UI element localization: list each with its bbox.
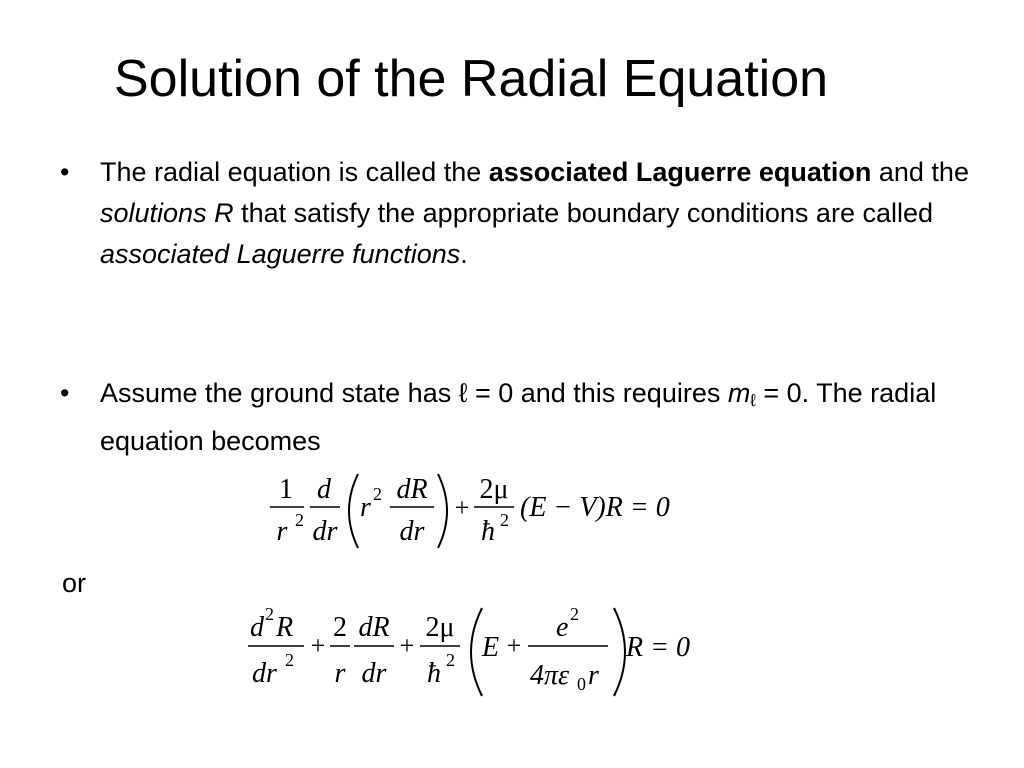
italic-term: associated Laguerre functions — [100, 239, 461, 269]
eq2-dr: dr — [361, 658, 387, 689]
or-label: or — [62, 568, 87, 598]
eq2-hbar: ħ — [427, 658, 441, 689]
eq1-r: r — [360, 492, 371, 523]
eq1-two-mu: 2μ — [479, 474, 509, 505]
text-run: that satisfy the appropriate boundary conditions are called — [233, 198, 934, 228]
eq2-plus: + — [310, 631, 326, 660]
eq1-dr: dr — [399, 516, 425, 547]
eq2-dr: dr — [252, 658, 277, 689]
slide-title: Solution of the Radial Equation — [114, 50, 829, 108]
bold-term: associated Laguerre equation — [488, 157, 872, 187]
eq1-d: d — [317, 474, 331, 505]
italic-m: m — [727, 378, 751, 408]
eq1-exp: 2 — [373, 484, 382, 504]
eq2-two-mu: 2μ — [425, 612, 455, 643]
eq2-R-eq: R = 0 — [626, 632, 690, 663]
eq2-d: d — [250, 612, 264, 643]
eq2-plus: + — [506, 631, 522, 660]
eq2-two: 2 — [333, 612, 347, 643]
eq2-plus: + — [399, 631, 415, 660]
eq1-plus: + — [454, 493, 470, 522]
eq2-exp: 2 — [446, 650, 455, 670]
eq1-r: r — [276, 516, 288, 547]
eq2-e: e — [556, 612, 569, 643]
text-run: The radial equation is called the — [100, 157, 489, 187]
eq1-dR: dR — [396, 474, 428, 505]
italic-term: solutions R — [100, 198, 234, 228]
bullet-dot: • — [60, 157, 70, 187]
eq1-numerator-one: 1 — [279, 474, 293, 505]
eq2-r: r — [588, 660, 599, 691]
subscript-ell: ℓ — [750, 391, 756, 410]
eq1-exp: 2 — [295, 510, 304, 530]
eq1-dr: dr — [312, 516, 338, 547]
eq1-body: (E − V)R = 0 — [520, 492, 670, 523]
eq2-E: E — [482, 632, 500, 663]
eq2-r: r — [334, 658, 346, 689]
text-run: Assume the ground state has ℓ = 0 and this requires — [100, 378, 728, 408]
eq2-exp: 2 — [285, 650, 294, 670]
eq1-hbar: ħ — [481, 516, 495, 547]
text-run: . — [460, 239, 468, 269]
text-run: and the — [871, 157, 969, 187]
text-run: = 0. The radial equation becomes — [100, 378, 937, 456]
radial-equation — [262, 470, 692, 552]
radial-equation-coulomb — [244, 604, 704, 700]
bullet-text — [100, 373, 980, 462]
eq1-exp: 2 — [500, 510, 509, 530]
eq2-four-pi-eps: 4πε — [530, 660, 570, 691]
eq2-dR: dR — [358, 612, 390, 643]
bullet-dot: • — [60, 378, 70, 408]
eq2-R: R — [276, 612, 294, 643]
eq2-exp: 2 — [265, 604, 274, 624]
bullet-text — [100, 152, 970, 275]
eq2-sub-zero: 0 — [577, 674, 586, 694]
eq2-exp: 2 — [570, 604, 579, 624]
